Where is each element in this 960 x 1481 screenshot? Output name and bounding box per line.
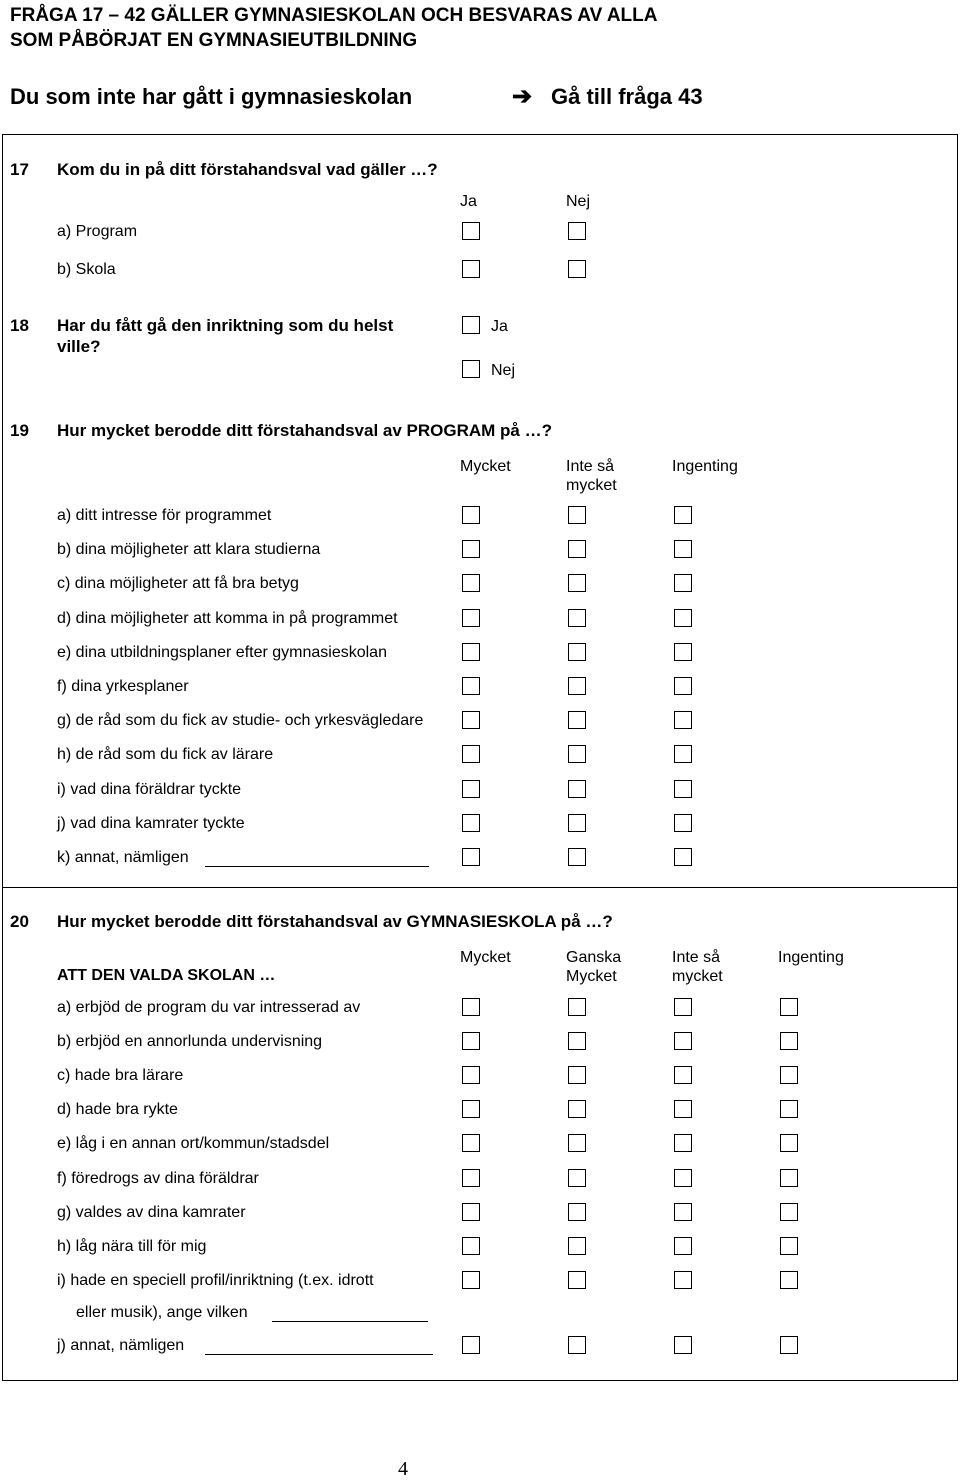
checkbox[interactable] [674,1134,692,1152]
checkbox[interactable] [674,1032,692,1050]
checkbox[interactable] [462,814,480,832]
item-label: e) låg i en annan ort/kommun/stadsdel [57,1135,330,1152]
frame-right [957,134,958,1381]
item-label: i) vad dina föräldrar tyckte [57,781,242,798]
page-number: 4 [398,1458,408,1480]
question-number: 18 [10,316,29,335]
column-header-ingenting: Ingenting [778,949,844,966]
item-label: k) annat, nämligen [57,849,189,866]
checkbox[interactable] [674,1336,692,1354]
checkbox[interactable] [462,998,480,1016]
checkbox[interactable] [780,1100,798,1118]
question-number: 20 [10,912,29,931]
option-label-nej: Nej [491,362,516,379]
checkbox[interactable] [674,1203,692,1221]
question-text: Hur mycket berodde ditt förstahandsval av PROGRAM på …? [57,421,552,440]
checkbox[interactable] [674,814,692,832]
column-header-inte-sa: Inte så [566,458,615,475]
item-label: d) hade bra rykte [57,1101,178,1118]
skip-instruction: Du som inte har gått i gymnasieskolan [10,84,413,109]
checkbox[interactable] [674,574,692,592]
subheading: ATT DEN VALDA SKOLAN … [57,967,276,984]
question-text-line2: ville? [57,337,101,356]
section-divider [2,887,958,888]
checkbox[interactable] [568,1271,586,1289]
checkbox[interactable] [568,260,586,278]
checkbox[interactable] [462,574,480,592]
checkbox[interactable] [674,848,692,866]
checkbox[interactable] [674,745,692,763]
column-header-inte-sa: Inte så [672,949,721,966]
checkbox[interactable] [568,540,586,558]
checkbox[interactable] [674,1066,692,1084]
checkbox[interactable] [780,1336,798,1354]
checkbox[interactable] [568,780,586,798]
column-header-mycket: Mycket [460,949,511,966]
checkbox[interactable] [462,677,480,695]
section-heading-line2: SOM PÅBÖRJAT EN GYMNASIEUTBILDNING [10,30,418,51]
column-header-ganska-line2: Mycket [566,968,617,985]
checkbox[interactable] [462,260,480,278]
question-text: Hur mycket berodde ditt förstahandsval av GYMNASIESKOLA på …? [57,912,613,931]
item-label-continuation: eller musik), ange vilken [76,1304,248,1321]
checkbox[interactable] [780,1271,798,1289]
checkbox[interactable] [568,1336,586,1354]
checkbox[interactable] [568,848,586,866]
checkbox[interactable] [462,1066,480,1084]
frame-left [2,134,3,1381]
item-label: c) hade bra lärare [57,1067,184,1084]
item-label: g) valdes av dina kamrater [57,1204,246,1221]
checkbox[interactable] [568,998,586,1016]
checkbox[interactable] [780,998,798,1016]
checkbox[interactable] [568,222,586,240]
item-label: i) hade en speciell profil/inriktning (t.ex. idrott [57,1272,374,1289]
checkbox[interactable] [674,780,692,798]
question-text: Kom du in på ditt förstahandsval vad gäller …? [57,160,438,179]
checkbox[interactable] [568,1169,586,1187]
checkbox[interactable] [568,609,586,627]
option-label-ja: Ja [491,318,508,335]
checkbox[interactable] [568,506,586,524]
column-header-mycket-line2: mycket [566,477,617,494]
checkbox[interactable] [568,1237,586,1255]
item-label: f) föredrogs av dina föräldrar [57,1170,259,1187]
checkbox[interactable] [780,1134,798,1152]
write-in-line[interactable] [205,866,429,867]
checkbox[interactable] [568,814,586,832]
checkbox[interactable] [462,1336,480,1354]
checkbox[interactable] [568,677,586,695]
item-label: h) de råd som du fick av lärare [57,746,274,763]
item-label: j) annat, nämligen [57,1337,185,1354]
section-heading-line1: FRÅGA 17 – 42 GÄLLER GYMNASIESKOLAN OCH BESVARAS AV ALLA [10,5,658,26]
checkbox[interactable] [568,745,586,763]
item-label: a) erbjöd de program du var intresserad av [57,999,361,1016]
checkbox[interactable] [462,745,480,763]
item-label: b) dina möjligheter att klara studierna [57,541,321,558]
checkbox[interactable] [674,1271,692,1289]
question-text-line1: Har du fått gå den inriktning som du helst [57,316,394,335]
question-number: 19 [10,421,29,440]
item-label: g) de råd som du fick av studie- och yrkesvägledare [57,712,424,729]
checkbox[interactable] [568,711,586,729]
column-header-ingenting: Ingenting [672,458,738,475]
checkbox[interactable] [568,1100,586,1118]
column-header-inte-sa-line2: mycket [672,968,723,985]
checkbox[interactable] [568,1134,586,1152]
checkbox[interactable] [674,711,692,729]
column-header-ganska: Ganska [566,949,622,966]
checkbox[interactable] [462,643,480,661]
checkbox[interactable] [462,848,480,866]
write-in-line[interactable] [205,1354,433,1355]
frame-bottom [2,1380,958,1381]
item-label: c) dina möjligheter att få bra betyg [57,575,299,592]
checkbox[interactable] [674,998,692,1016]
checkbox[interactable] [674,643,692,661]
checkbox[interactable] [462,780,480,798]
item-label: a) ditt intresse för programmet [57,507,272,524]
checkbox[interactable] [462,222,480,240]
checkbox[interactable] [568,1032,586,1050]
item-label: e) dina utbildningsplaner efter gymnasieskolan [57,644,387,661]
column-header-nej: Nej [566,193,591,210]
checkbox[interactable] [462,360,480,378]
checkbox[interactable] [462,711,480,729]
item-label: d) dina möjligheter att komma in på programmet [57,610,398,627]
checkbox[interactable] [780,1203,798,1221]
column-header-mycket: Mycket [460,458,511,475]
skip-target: Gå till fråga 43 [551,84,703,109]
write-in-line[interactable] [272,1321,428,1322]
item-label: j) vad dina kamrater tyckte [57,815,245,832]
checkbox[interactable] [462,316,480,334]
checkbox[interactable] [780,1032,798,1050]
checkbox[interactable] [674,1100,692,1118]
checkbox[interactable] [462,1203,480,1221]
checkbox[interactable] [674,1237,692,1255]
checkbox[interactable] [462,609,480,627]
checkbox[interactable] [462,1237,480,1255]
item-label: a) Program [57,223,138,240]
checkbox[interactable] [568,574,586,592]
checkbox[interactable] [462,1134,480,1152]
checkbox[interactable] [780,1066,798,1084]
checkbox[interactable] [462,506,480,524]
checkbox[interactable] [568,1203,586,1221]
checkbox[interactable] [674,506,692,524]
checkbox[interactable] [674,677,692,695]
checkbox[interactable] [462,1032,480,1050]
item-label: b) Skola [57,261,116,278]
item-label: b) erbjöd en annorlunda undervisning [57,1033,323,1050]
checkbox[interactable] [674,609,692,627]
question-number: 17 [10,160,29,179]
checkbox[interactable] [674,1169,692,1187]
item-label: f) dina yrkesplaner [57,678,189,695]
column-header-ja: Ja [460,193,477,210]
checkbox[interactable] [780,1237,798,1255]
checkbox[interactable] [462,1100,480,1118]
checkbox[interactable] [568,643,586,661]
item-label: h) låg nära till för mig [57,1238,207,1255]
checkbox[interactable] [462,1271,480,1289]
checkbox[interactable] [568,1066,586,1084]
checkbox[interactable] [462,540,480,558]
checkbox[interactable] [674,540,692,558]
checkbox[interactable] [462,1169,480,1187]
checkbox[interactable] [780,1169,798,1187]
arrow-right-icon: ➔ [512,83,533,110]
frame-top [2,134,958,135]
